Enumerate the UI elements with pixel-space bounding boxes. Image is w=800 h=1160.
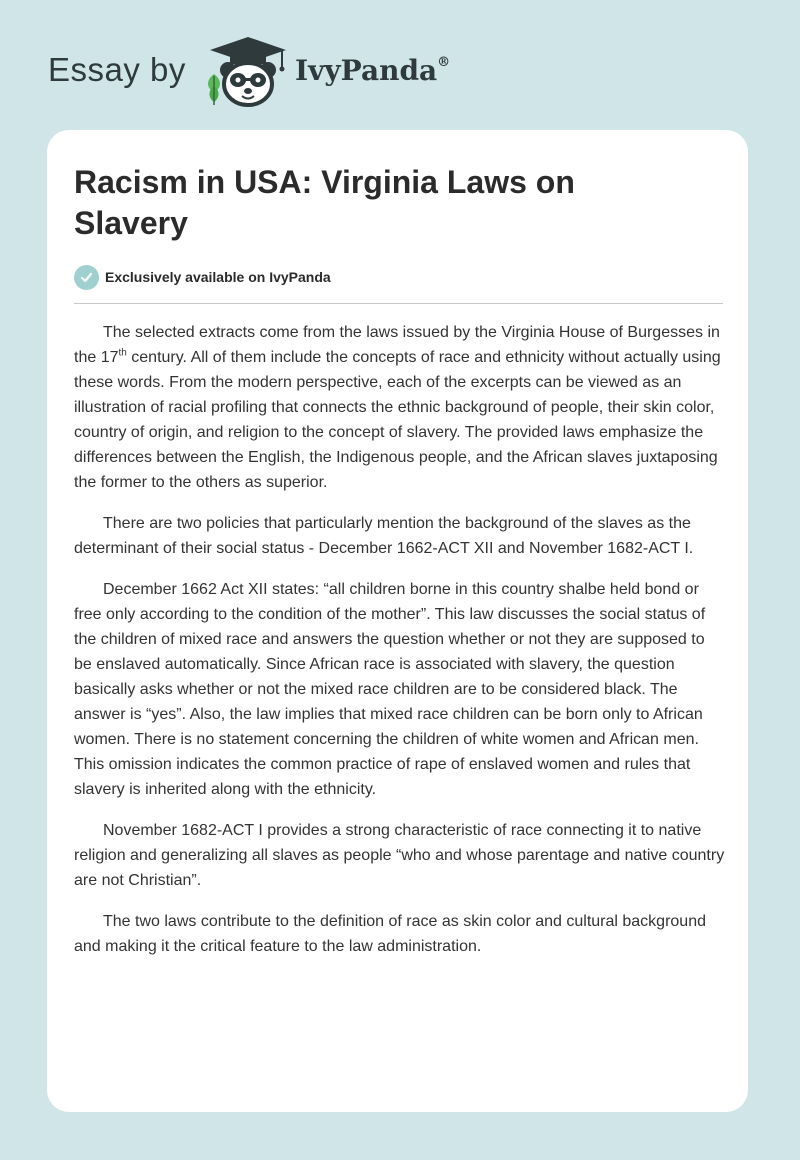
site-header xyxy=(48,34,548,114)
paragraph-3: December 1662 Act XII states: “all children borne in this country shalbe held bond or free only according to the condition of the mother”. This law discusses the social status of the children of mixed race and answers the question whether or not they are supposed to be enslaved automatically. Since African race is associated with slavery, the question basically asks whether or not the mixed race children are to be considered black. The answer is “yes”. Also, the law implies that mixed race children can be born only to African women. There is no statement concerning the children of white women and African men. This omission indicates the common practice of rape of enslaved women and rules that slavery is inherited along with the ethnicity. xyxy=(74,581,706,798)
ordinal-suffix: th xyxy=(118,347,127,359)
exclusive-badge-label: Exclusively available on IvyPanda xyxy=(105,269,331,285)
paragraph-2: There are two policies that particularly mention the background of the slaves as the determinant of their social status - December 1662-ACT XII and November 1682-ACT I. xyxy=(74,515,694,557)
exclusive-badge xyxy=(74,264,331,290)
registered-mark: ® xyxy=(437,54,451,70)
brand-name[interactable] xyxy=(295,54,450,87)
title-divider xyxy=(74,303,723,304)
ivy-leaf-icon xyxy=(202,72,226,106)
essay-title: Racism in USA: Virginia Laws on Slavery xyxy=(74,164,575,241)
paragraph-1-end: century. All of them include the concepts of race and ethnicity without actually using these words. From the modern perspective, each of the excerpts can be viewed as an illustration of racial profiling that connects the ethnic background of people, their skin color, country of origin, and religion to the concept of slavery. The provided laws emphasize the differences between the English, the Indigenous people, and the African slaves juxtaposing the former to the others as superior. xyxy=(74,349,721,491)
essay-by-label: Essay by xyxy=(48,51,186,88)
essay-body xyxy=(74,320,726,975)
check-icon xyxy=(74,265,99,290)
paragraph-4: November 1682-ACT I provides a strong characteristic of race connecting it to native religion and generalizing all slaves as people “who and whose parentage and native country are not Christian”. xyxy=(74,822,725,889)
brand-name-text: IvyPanda xyxy=(295,54,438,87)
paragraph-5: The two laws contribute to the definition of race as skin color and cultural background and making it the critical feature to the law administration. xyxy=(74,913,706,955)
paragraph-1-start: The selected extracts come from the laws issued by the Virginia House of Burgesses in the 17 xyxy=(74,324,720,366)
paragraph-1 xyxy=(74,320,726,495)
essay-card xyxy=(47,130,748,1112)
